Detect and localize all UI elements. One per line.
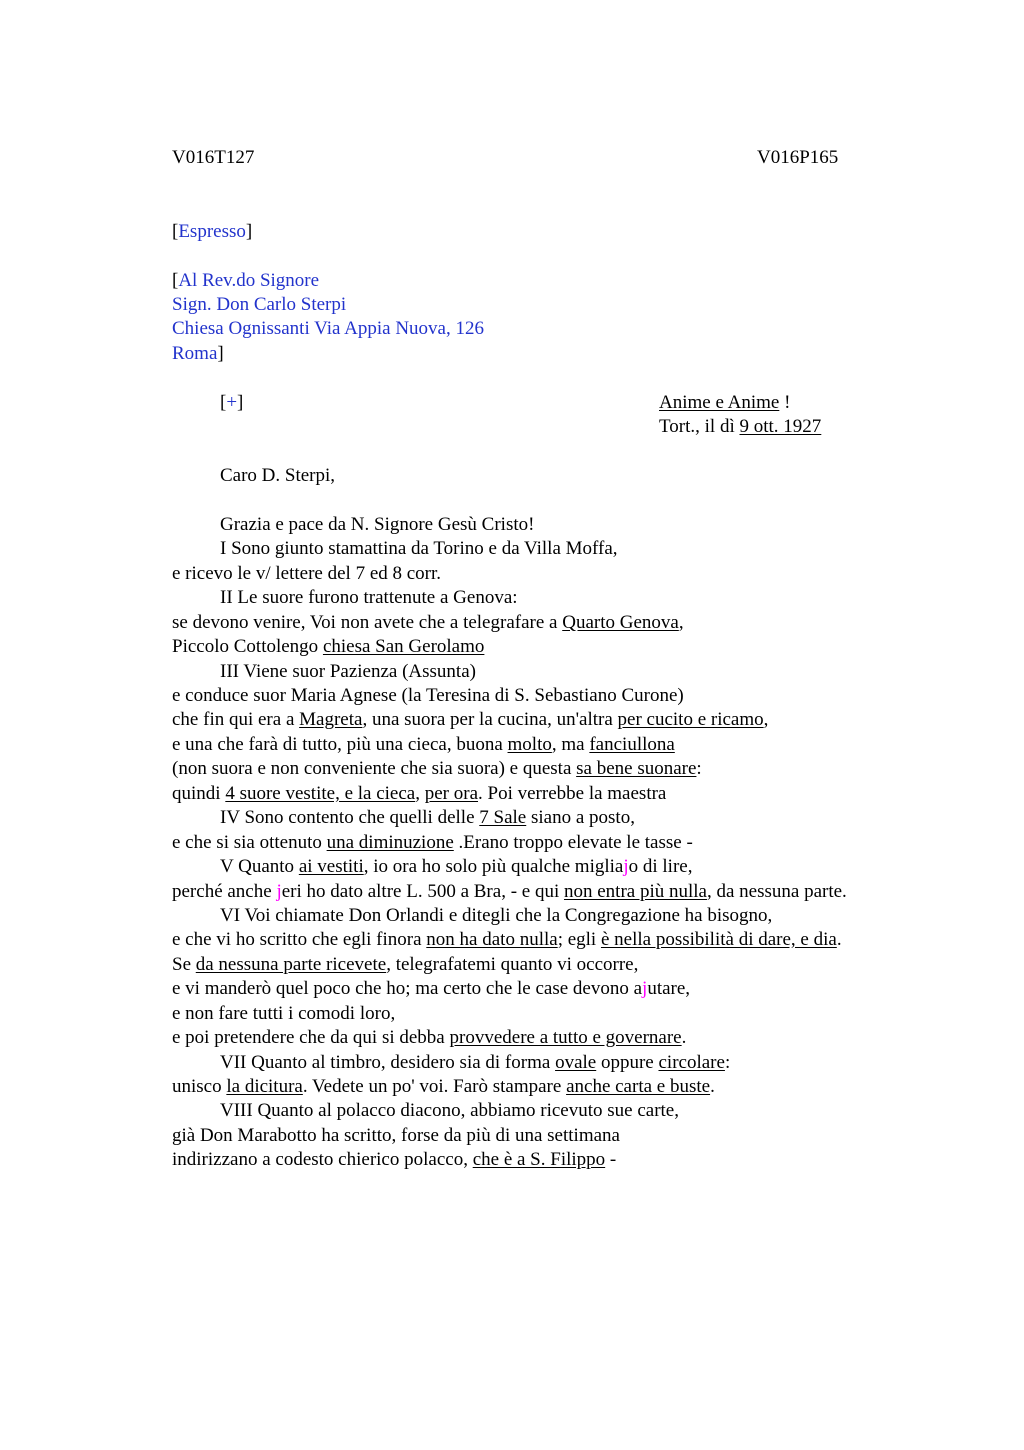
body-line: e ricevo le v/ lettere del 7 ed 8 corr. (172, 563, 442, 584)
espresso-label: Espresso (178, 221, 246, 242)
body-line: che fin qui era a Magreta, una suora per la cucina, un'altra per cucito e ricamo, (172, 709, 769, 730)
body-line: quindi 4 suore vestite, e la cieca, per ora. Poi verrebbe la maestra (172, 783, 667, 804)
body-line: VIII Quanto al polacco diacono, abbiamo ricevuto sue carte, (220, 1100, 679, 1121)
address-line-3: Chiesa Ognissanti Via Appia Nuova, 126 (172, 318, 484, 339)
left-code: V016T127 (172, 147, 255, 168)
body-line: III Viene suor Pazienza (Assunta) (220, 661, 476, 682)
body-line: e vi manderò quel poco che ho; ma certo che le case devono ajutare, (172, 978, 691, 999)
address-line-2: Sign. Don Carlo Sterpi (172, 294, 347, 315)
salutation: Caro D. Sterpi, (220, 465, 336, 486)
blessing: Grazia e pace da N. Signore Gesù Cristo! (220, 514, 535, 535)
address-line-4: Roma] (172, 343, 224, 364)
body-line: e conduce suor Maria Agnese (la Teresina di S. Sebastiano Curone) (172, 685, 684, 706)
body-line: Piccolo Cottolengo chiesa San Gerolamo (172, 636, 485, 657)
body-line: e una che farà di tutto, più una cieca, buona molto, ma fanciullona (172, 734, 675, 755)
body-line: se devono venire, Voi non avete che a telegrafare a Quarto Genova, (172, 612, 684, 633)
cross-mark: [+] (220, 392, 244, 413)
motto: Anime e Anime ! (659, 392, 791, 413)
body-line: unisco la dicitura. Vedete un po' voi. Farò stampare anche carta e buste. (172, 1076, 715, 1097)
body-line: VII Quanto al timbro, desidero sia di forma ovale oppure circolare: (220, 1052, 731, 1073)
right-code: V016P165 (757, 147, 839, 168)
body-line: perché anche jeri ho dato altre L. 500 a Bra, - e qui non entra più nulla, da nessuna parte. (172, 881, 847, 902)
body-line: V Quanto ai vestiti, io ora ho solo più qualche migliajo di lire, (220, 856, 693, 877)
body-line: e che si sia ottenuto una diminuzione .Erano troppo elevate le tasse - (172, 832, 693, 853)
body-line: Se da nessuna parte ricevete, telegrafatemi quanto vi occorre, (172, 954, 639, 975)
body-line: (non suora e non conveniente che sia suora) e questa sa bene suonare: (172, 758, 702, 779)
body-line: e non fare tutti i comodi loro, (172, 1003, 396, 1024)
body-line: e che vi ho scritto che egli finora non ha dato nulla; egli è nella possibilità di dare, e dia. (172, 929, 842, 950)
body-line: VI Voi chiamate Don Orlandi e ditegli che la Congregazione ha bisogno, (220, 905, 773, 926)
body-line: indirizzano a codesto chierico polacco, che è a S. Filippo - (172, 1149, 617, 1170)
body-line: II Le suore furono trattenute a Genova: (220, 587, 518, 608)
espresso-note: [Espresso] (172, 221, 253, 242)
body-line: I Sono giunto stamattina da Torino e da Villa Moffa, (220, 538, 618, 559)
body-line: già Don Marabotto ha scritto, forse da più di una settimana (172, 1125, 620, 1146)
dateline: Tort., il dì 9 ott. 1927 (659, 416, 822, 437)
body-line: IV Sono contento che quelli delle 7 Sale siano a posto, (220, 807, 635, 828)
address-line-1: [Al Rev.do Signore (172, 270, 320, 291)
body-line: e poi pretendere che da qui si debba provvedere a tutto e governare. (172, 1027, 687, 1048)
